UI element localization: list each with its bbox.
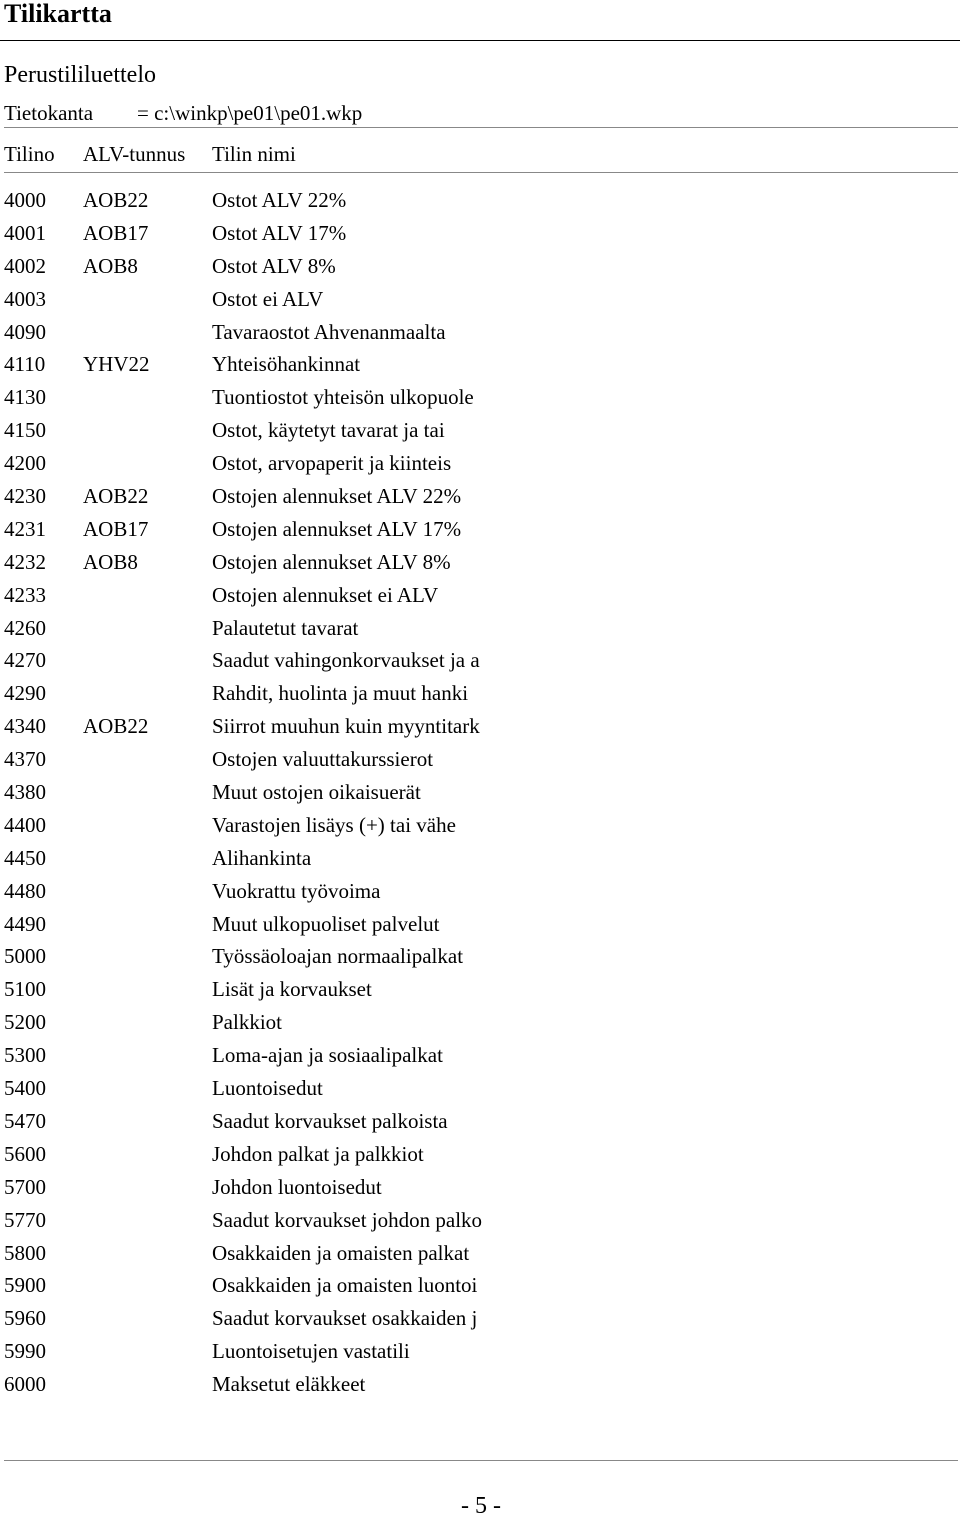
table-row xyxy=(4,646,958,679)
account-name: Lisät ja korvaukset xyxy=(212,977,372,1002)
page-title: Tilikartta xyxy=(4,0,112,28)
account-name: Rahdit, huolinta ja muut hanki xyxy=(212,681,469,706)
account-name: Palkkiot xyxy=(212,1010,283,1035)
table-row xyxy=(4,975,958,1008)
vat-code: AOB17 xyxy=(83,516,149,541)
vat-code: AOB22 xyxy=(83,484,149,509)
table-row xyxy=(4,778,958,811)
account-name: Palautetut tavarat xyxy=(212,615,359,640)
account-name: Tavaraostot Ahvenanmaalta xyxy=(212,319,446,344)
column-header-account-number: Tilino xyxy=(4,142,55,166)
account-name: Osakkaiden ja omaisten luontoi xyxy=(212,1273,478,1298)
account-name: Ostot ALV 17% xyxy=(212,220,347,245)
vat-code: YHV22 xyxy=(83,352,150,377)
account-number: 4233 xyxy=(4,582,46,607)
database-label: Tietokanta xyxy=(4,101,94,125)
account-number: 4230 xyxy=(4,484,46,509)
account-name: Osakkaiden ja omaisten palkat xyxy=(212,1240,470,1265)
account-number: 5600 xyxy=(4,1141,46,1166)
account-name: Muut ulkopuoliset palvelut xyxy=(212,911,440,936)
account-number: 5100 xyxy=(4,977,46,1002)
table-row xyxy=(4,1140,958,1173)
table-row xyxy=(4,1173,958,1206)
table-row xyxy=(4,581,958,614)
account-name: Ostot ALV 22% xyxy=(212,188,347,212)
account-number: 5960 xyxy=(4,1306,46,1331)
table-row xyxy=(4,1041,958,1074)
vat-code: AOB8 xyxy=(83,253,138,278)
account-name: Ostot ei ALV xyxy=(212,286,324,311)
page-subtitle: Perustililuettelo xyxy=(4,62,156,88)
column-header-account-name: Tilin nimi xyxy=(212,142,296,166)
table-row xyxy=(4,515,958,548)
account-number: 4380 xyxy=(4,780,46,805)
table-row xyxy=(4,811,958,844)
table-row xyxy=(4,1370,958,1403)
account-name: Saadut korvaukset johdon palko xyxy=(212,1207,483,1232)
page-number: - 5 - xyxy=(461,1493,501,1519)
vat-code: AOB22 xyxy=(83,714,149,739)
account-number: 4110 xyxy=(4,352,46,377)
table-row xyxy=(4,416,958,449)
database-path: = c:\winkp\pe01\pe01.wkp xyxy=(137,101,363,125)
account-number: 5200 xyxy=(4,1010,46,1035)
table-row xyxy=(4,844,958,877)
account-number: 5400 xyxy=(4,1076,46,1101)
account-number: 4270 xyxy=(4,648,46,673)
table-row xyxy=(4,383,958,416)
account-name: Siirrot muuhun kuin myyntitark xyxy=(212,714,480,739)
account-number: 4260 xyxy=(4,615,46,640)
table-header xyxy=(4,140,958,173)
account-number: 4232 xyxy=(4,549,46,574)
table-row xyxy=(4,1239,958,1272)
account-number: 5700 xyxy=(4,1174,46,1199)
table-row xyxy=(4,318,958,351)
account-name: Yhteisöhankinnat xyxy=(212,352,361,377)
vat-code: AOB8 xyxy=(83,549,138,574)
account-name: Alihankinta xyxy=(212,845,312,870)
column-header-vat-code: ALV-tunnus xyxy=(83,142,186,166)
account-name: Saadut korvaukset osakkaiden j xyxy=(212,1306,478,1331)
account-list xyxy=(4,186,958,1403)
account-number: 4490 xyxy=(4,911,46,936)
account-number: 4003 xyxy=(4,286,46,311)
table-row xyxy=(4,614,958,647)
table-row xyxy=(4,1304,958,1337)
account-number: 5800 xyxy=(4,1240,46,1265)
title-bar xyxy=(0,0,960,41)
table-row xyxy=(4,712,958,745)
account-number: 4370 xyxy=(4,747,46,772)
table-row xyxy=(4,679,958,712)
table-row xyxy=(4,219,958,252)
account-name: Ostojen valuuttakurssierot xyxy=(212,747,434,772)
account-number: 5000 xyxy=(4,944,46,969)
account-name: Johdon palkat ja palkkiot xyxy=(212,1141,424,1166)
table-row xyxy=(4,877,958,910)
table-row xyxy=(4,482,958,515)
account-name: Tuontiostot yhteisön ulkopuole xyxy=(212,385,474,410)
account-name: Ostojen alennukset ALV 17% xyxy=(212,516,462,541)
account-name: Ostojen alennukset ALV 22% xyxy=(212,484,462,509)
account-name: Ostojen alennukset ei ALV xyxy=(212,582,439,607)
table-row xyxy=(4,252,958,285)
account-number: 4450 xyxy=(4,845,46,870)
account-name: Vuokrattu työvoima xyxy=(212,878,381,903)
account-name: Saadut vahingonkorvaukset ja a xyxy=(212,648,480,673)
table-row xyxy=(4,1074,958,1107)
account-number: 4231 xyxy=(4,516,46,541)
table-row xyxy=(4,186,958,219)
database-info xyxy=(4,99,958,128)
table-row xyxy=(4,449,958,482)
account-number: 4090 xyxy=(4,319,46,344)
account-number: 5900 xyxy=(4,1273,46,1298)
account-number: 5300 xyxy=(4,1043,46,1068)
account-name: Ostojen alennukset ALV 8% xyxy=(212,549,451,574)
table-row xyxy=(4,350,958,383)
account-name: Ostot, arvopaperit ja kiinteis xyxy=(212,451,452,476)
account-name: Loma-ajan ja sosiaalipalkat xyxy=(212,1043,443,1068)
account-number: 4000 xyxy=(4,188,46,212)
footer-divider xyxy=(4,1460,958,1461)
account-name: Työssäoloajan normaalipalkat xyxy=(212,944,464,969)
table-row xyxy=(4,745,958,778)
account-number: 4130 xyxy=(4,385,46,410)
table-row xyxy=(4,1337,958,1370)
account-name: Maksetut eläkkeet xyxy=(212,1372,366,1397)
account-number: 4400 xyxy=(4,812,46,837)
account-name: Johdon luontoisedut xyxy=(212,1174,382,1199)
account-number: 4200 xyxy=(4,451,46,476)
account-name: Muut ostojen oikaisuerät xyxy=(212,780,421,805)
account-number: 4480 xyxy=(4,878,46,903)
table-row xyxy=(4,910,958,943)
account-number: 4001 xyxy=(4,220,46,245)
table-row xyxy=(4,1206,958,1239)
account-number: 4002 xyxy=(4,253,46,278)
account-name: Saadut korvaukset palkoista xyxy=(212,1108,448,1133)
table-row xyxy=(4,285,958,318)
vat-code: AOB22 xyxy=(83,188,149,212)
account-number: 4150 xyxy=(4,418,46,443)
account-name: Luontoisedut xyxy=(212,1076,323,1101)
account-number: 5470 xyxy=(4,1108,46,1133)
table-row xyxy=(4,548,958,581)
table-row xyxy=(4,1008,958,1041)
account-name: Luontoisetujen vastatili xyxy=(212,1339,410,1364)
account-number: 6000 xyxy=(4,1372,46,1397)
account-number: 4340 xyxy=(4,714,46,739)
account-number: 5990 xyxy=(4,1339,46,1364)
table-row xyxy=(4,1107,958,1140)
vat-code: AOB17 xyxy=(83,220,149,245)
account-number: 5770 xyxy=(4,1207,46,1232)
account-name: Ostot, käytetyt tavarat ja tai xyxy=(212,418,445,443)
table-row xyxy=(4,1271,958,1304)
account-name: Varastojen lisäys (+) tai vähe xyxy=(212,812,456,837)
table-row xyxy=(4,942,958,975)
account-name: Ostot ALV 8% xyxy=(212,253,336,278)
account-number: 4290 xyxy=(4,681,46,706)
